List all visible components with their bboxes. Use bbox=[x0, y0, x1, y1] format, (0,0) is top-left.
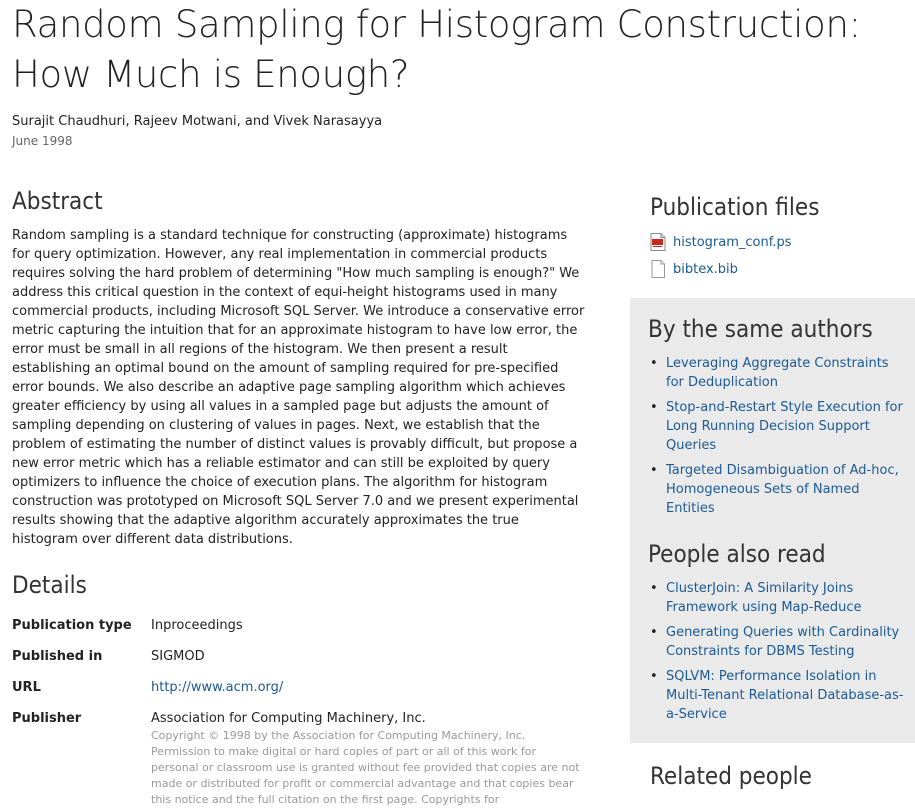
abstract-text: Random sampling is a standard technique for constructing (approximate) histograms for query optimization. However, any real implementation in commercial products requires solving the hard problem of determining "How much sampling is enough?" We address this critical question in the context of equi-height histograms used in many commercial products, including Microsoft SQL Server. We introduce a conservative error metric capturing the intuition that for an approximate histogram to have low error, the error must be small in all regions of the histogram. We then present a result establishing an optimal bound on the amount of sampling required for pre-specified error bounds. We also describe an adaptive page sampling algorithm which achieves greater efficiency by using all values in a sampled page but adjusts the amount of sampling depending on clustering of values in pages. Next, we establish that the problem of estimating the number of distinct values is provably difficult, but propose a new error metric which has a reliable estimator and can still be exploited by query optimizers to influence the choice of execution plans. The algorithm for histogram construction was prototyped on Microsoft SQL Server 7.0 and we present experimental results showing that the adaptive algorithm accurately approximates the true histogram over different data distributions. bbox=[12, 228, 585, 547]
also-read-link[interactable]: ClusterJoin: A Similarity Joins Framework using Map-Reduce bbox=[666, 581, 862, 615]
related-people-heading: Related people bbox=[650, 762, 812, 790]
bullet-icon: • bbox=[650, 356, 658, 371]
same-authors-link[interactable]: Stop-and-Restart Style Execution for Long Running Decision Support Queries bbox=[666, 400, 903, 453]
detail-label: Publication type bbox=[12, 618, 132, 633]
copyright-notice: Copyright © 1998 by the Association for Computing Machinery, Inc. Permission to make digital or hard copies of part or all of this work for personal or classroom use is granted without fee provided that copies are not made or distributed for profit or commercial advantage and that copies bear this notice and the full citation on the first page. Copyrights for bbox=[151, 729, 580, 806]
bullet-icon: • bbox=[650, 625, 658, 640]
also-read-heading: People also read bbox=[648, 540, 826, 568]
same-authors-heading: By the same authors bbox=[648, 315, 873, 343]
list-item bbox=[648, 398, 910, 455]
detail-value: Association for Computing Machinery, Inc. bbox=[151, 711, 426, 726]
list-item bbox=[648, 667, 910, 724]
pdf-file-icon bbox=[650, 233, 666, 251]
publication-files-heading: Publication files bbox=[650, 193, 820, 221]
text-file-icon bbox=[650, 260, 666, 278]
list-item bbox=[648, 579, 910, 617]
bullet-icon: • bbox=[650, 669, 658, 684]
details-heading: Details bbox=[12, 571, 87, 599]
detail-value: SIGMOD bbox=[151, 649, 205, 664]
page-title: Random Sampling for Histogram Construction: How Much is Enough? bbox=[12, 3, 861, 96]
bullet-icon: • bbox=[650, 581, 658, 596]
list-item bbox=[648, 354, 910, 392]
url-link[interactable]: http://www.acm.org/ bbox=[151, 680, 284, 695]
publication-date: June 1998 bbox=[12, 134, 73, 148]
also-read-link[interactable]: SQLVM: Performance Isolation in Multi-Tenant Relational Database-as-a-Service bbox=[666, 669, 904, 722]
same-authors-link[interactable]: Leveraging Aggregate Constraints for Deduplication bbox=[666, 356, 889, 390]
detail-label: Publisher bbox=[12, 711, 82, 726]
bullet-icon: • bbox=[650, 463, 658, 478]
authors: Surajit Chaudhuri, Rajeev Motwani, and Vivek Narasayya bbox=[12, 114, 383, 129]
list-item bbox=[648, 461, 910, 518]
detail-label: URL bbox=[12, 680, 41, 695]
file-name: histogram_conf.ps bbox=[673, 235, 792, 250]
same-authors-list bbox=[648, 354, 910, 524]
same-authors-link[interactable]: Targeted Disambiguation of Ad-hoc, Homogeneous Sets of Named Entities bbox=[666, 463, 899, 516]
file-name: bibtex.bib bbox=[673, 262, 738, 277]
also-read-link[interactable]: Generating Queries with Cardinality Constraints for DBMS Testing bbox=[666, 625, 900, 659]
list-item bbox=[648, 623, 910, 661]
abstract-heading: Abstract bbox=[12, 187, 103, 215]
bullet-icon: • bbox=[650, 400, 658, 415]
detail-value: Inproceedings bbox=[151, 618, 243, 633]
detail-label: Published in bbox=[12, 649, 103, 664]
also-read-list bbox=[648, 579, 910, 730]
